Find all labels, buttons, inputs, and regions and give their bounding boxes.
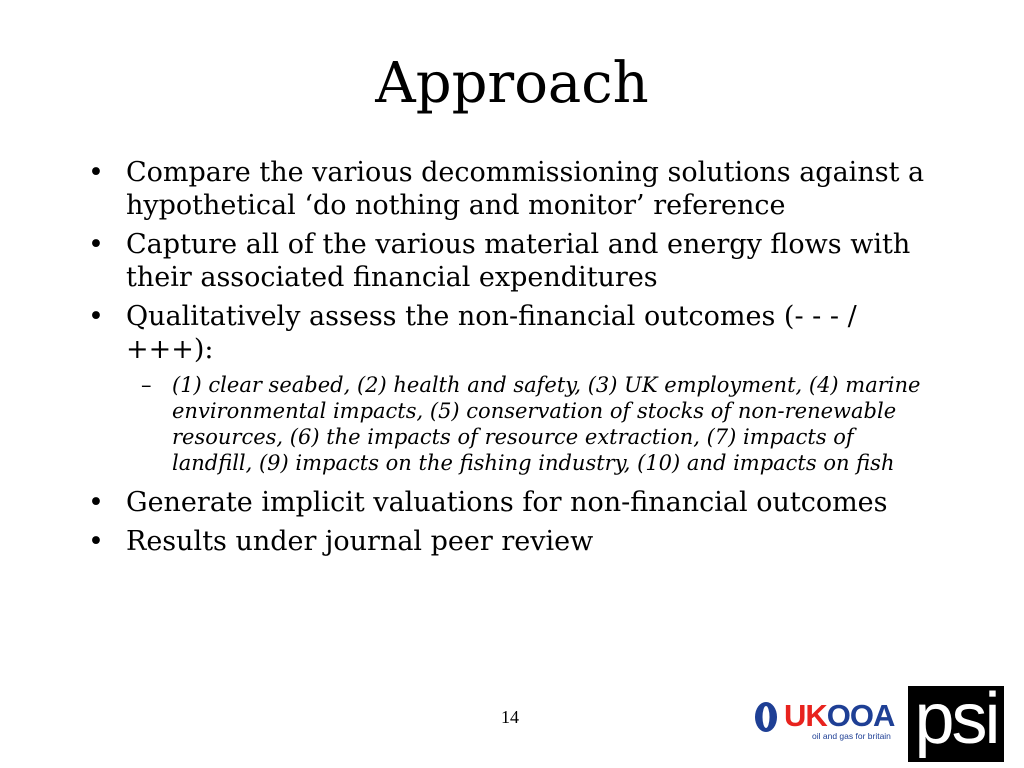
bullet-text: Compare the various decommissioning solutions against a hypothetical ‘do nothing and monitor’ reference xyxy=(126,157,925,221)
bullet-marker: • xyxy=(88,229,104,260)
ukooa-logo xyxy=(752,696,902,746)
sub-bullet-item xyxy=(126,372,938,476)
bullet-item xyxy=(88,486,938,519)
ukooa-tagline: oil and gas for britain xyxy=(812,731,891,741)
bullet-marker: • xyxy=(88,526,104,557)
bullet-item xyxy=(88,300,938,476)
bullet-marker: • xyxy=(88,157,104,188)
psi-logo: psi xyxy=(908,686,1004,762)
ukooa-wordmark xyxy=(784,696,894,736)
ukooa-ooa: OOA xyxy=(826,698,895,733)
oil-drop-icon xyxy=(752,700,782,734)
bullet-text: Generate implicit valuations for non-financial outcomes xyxy=(126,487,888,518)
bullet-text: Capture all of the various material and energy flows with their associated financial expenditures xyxy=(126,229,911,293)
sub-bullet-marker: – xyxy=(141,373,152,397)
bullet-list xyxy=(88,156,938,564)
sub-bullet-list xyxy=(126,372,938,476)
bullet-item xyxy=(88,228,938,294)
page-number: 14 xyxy=(501,707,519,727)
bullet-text: Qualitatively assess the non-financial outcomes (- - - / +++): xyxy=(126,301,857,365)
sub-bullet-text: (1) clear seabed, (2) health and safety, (3) UK employment, (4) marine environmental impacts, (5) conservation of stocks of non-renewable resources, (6) the impacts of resource extraction, (7) impacts of landfill, (9) impacts on the fishing industry, (10) and impacts on fish xyxy=(172,373,921,475)
bullet-marker: • xyxy=(88,301,104,332)
bullet-marker: • xyxy=(88,487,104,518)
bullet-text: Results under journal peer review xyxy=(126,526,594,557)
bullet-item xyxy=(88,525,938,558)
bullet-item xyxy=(88,156,938,222)
slide-title: Approach xyxy=(375,51,649,116)
ukooa-uk: UK xyxy=(784,698,827,733)
